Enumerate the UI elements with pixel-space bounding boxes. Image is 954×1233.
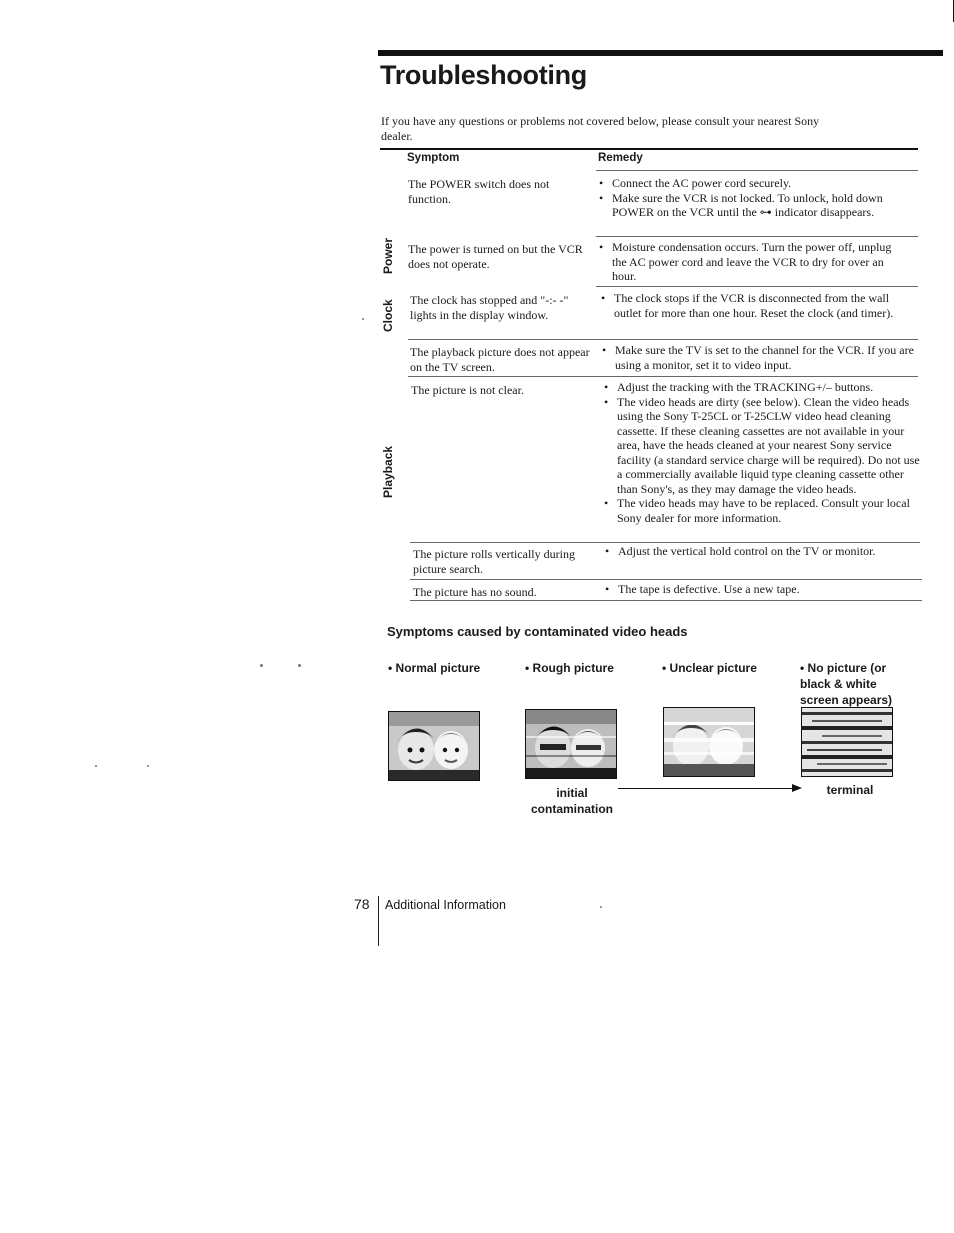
footer-divider bbox=[378, 896, 379, 946]
caption-unclear-picture: • Unclear picture bbox=[662, 661, 757, 675]
table-row-remedy bbox=[605, 544, 920, 559]
remedy-item: • The tape is defective. Use a new tape. bbox=[605, 582, 920, 597]
scan-speck bbox=[600, 906, 602, 908]
symptom-header: Symptom bbox=[407, 152, 460, 164]
table-row-symptom: The power is turned on but the VCR does not operate. bbox=[408, 242, 583, 271]
remedy-item: • Make sure the VCR is not locked. To unlock, hold down POWER on the VCR until the ⊶ indicator disappears. bbox=[599, 191, 899, 220]
remedy-item: • Adjust the vertical hold control on the TV or monitor. bbox=[605, 544, 920, 559]
no-picture-image bbox=[801, 707, 893, 777]
table-row-remedy bbox=[604, 380, 920, 525]
scan-speck bbox=[147, 765, 149, 767]
scan-speck bbox=[260, 664, 263, 667]
scan-speck bbox=[298, 664, 301, 667]
scan-speck bbox=[95, 765, 97, 767]
row-rule bbox=[596, 236, 918, 237]
table-row-symptom: The playback picture does not appear on the TV screen. bbox=[410, 345, 590, 374]
unclear-picture-image bbox=[663, 707, 755, 777]
remedy-item: • The clock stops if the VCR is disconnected from the wall outlet for more than one hour. Reset the clock (and timer). bbox=[601, 291, 906, 320]
initial-contamination-label: initial contamination bbox=[530, 786, 613, 816]
row-rule bbox=[596, 286, 918, 287]
scan-speck bbox=[362, 318, 364, 320]
table-row-symptom: The clock has stopped and "-:- -" lights in the display window. bbox=[410, 293, 569, 322]
row-rule bbox=[410, 600, 922, 601]
row-rule bbox=[408, 339, 918, 340]
terminal-contamination-label: terminal bbox=[826, 783, 874, 797]
rough-picture-image bbox=[525, 709, 617, 779]
title-rule bbox=[378, 50, 943, 56]
contamination-section-title: Symptoms caused by contaminated video heads bbox=[387, 624, 688, 639]
caption-normal-picture: • Normal picture bbox=[388, 661, 481, 675]
page-number: 78 bbox=[354, 896, 370, 912]
group-label-playback: Playback bbox=[381, 445, 395, 498]
caption-rough-picture: • Rough picture bbox=[525, 661, 614, 675]
group-label-power: Power bbox=[381, 237, 395, 274]
table-row-remedy bbox=[605, 582, 920, 597]
table-row-symptom: The picture is not clear. bbox=[411, 383, 524, 397]
group-label-clock: Clock bbox=[381, 299, 395, 332]
table-row-remedy bbox=[602, 343, 917, 372]
remedy-item: • Adjust the tracking with the TRACKING+/– buttons. bbox=[604, 380, 920, 395]
contamination-arrow-line bbox=[618, 788, 794, 789]
row-rule bbox=[410, 579, 922, 580]
page-title: Troubleshooting bbox=[380, 60, 587, 90]
table-row-symptom: The POWER switch does not function. bbox=[408, 177, 550, 206]
caption-no-picture: • No picture (or black & white screen appears) bbox=[800, 661, 893, 707]
row-rule bbox=[408, 376, 918, 377]
table-row-symptom: The picture rolls vertically during picture search. bbox=[413, 547, 575, 576]
remedy-item: • The video heads are dirty (see below). Clean the video heads using the Sony T-25CL or T-25CLW video head cleaning cassette. If these cleaning cassettes are not available in your area, have the heads cleaned at your nearest Sony service facility (a standard service charge will be required). Do not use a commercially available liquid type cleaning cassette other than Sony's, as they may damage the video heads. bbox=[604, 395, 920, 497]
header-rule bbox=[596, 170, 918, 171]
remedy-header: Remedy bbox=[598, 152, 643, 164]
row-rule bbox=[410, 542, 920, 543]
remedy-item: • Moisture condensation occurs. Turn the power off, unplug the AC power cord and leave the VCR to dry for over an hour. bbox=[599, 240, 909, 284]
remedy-item: • Make sure the TV is set to the channel for the VCR. If you are using a monitor, set it to video input. bbox=[602, 343, 917, 372]
remedy-item: • Connect the AC power cord securely. bbox=[599, 176, 899, 191]
table-row-remedy bbox=[599, 240, 909, 284]
table-row-remedy bbox=[599, 176, 899, 220]
table-row-symptom: The picture has no sound. bbox=[413, 585, 537, 599]
remedy-item: • The video heads may have to be replaced. Consult your local Sony dealer for more information. bbox=[604, 496, 920, 525]
table-header-rule bbox=[380, 148, 918, 150]
normal-picture-image bbox=[388, 711, 480, 781]
intro-text: If you have any questions or problems not covered below, please consult your nearest Sony dealer. bbox=[381, 114, 820, 143]
footer-section-label: Additional Information bbox=[385, 898, 506, 912]
arrow-right-icon bbox=[792, 784, 802, 792]
table-row-remedy bbox=[601, 291, 906, 320]
